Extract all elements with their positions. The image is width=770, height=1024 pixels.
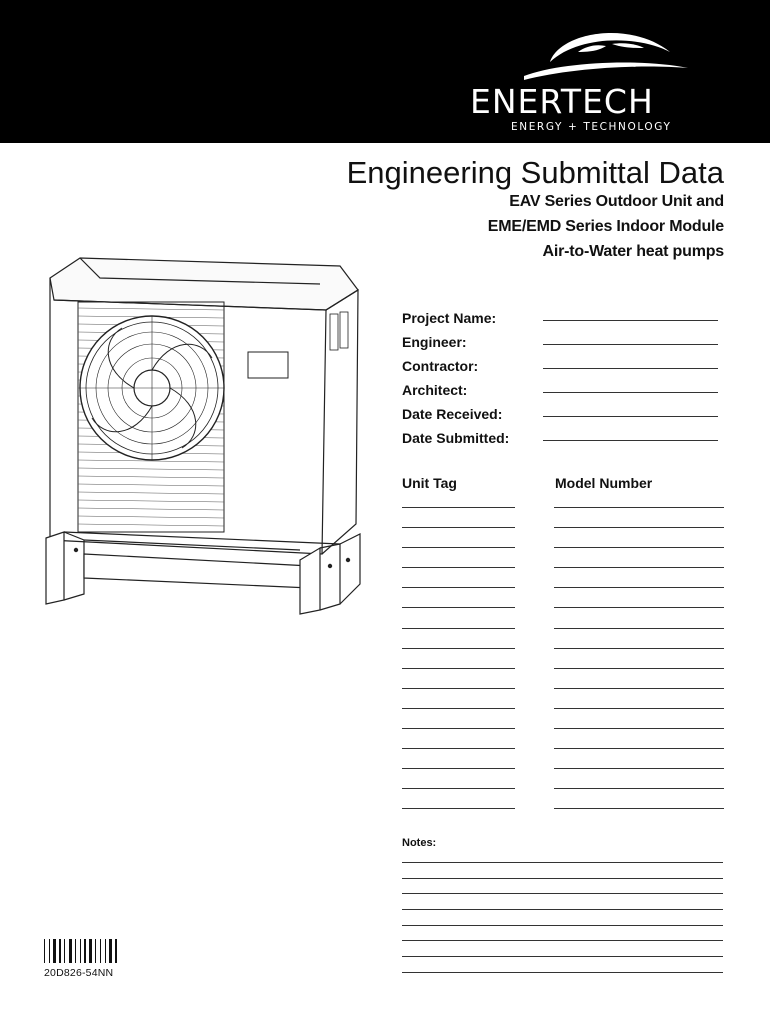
table-row [402, 527, 727, 547]
project-info-fields [402, 307, 722, 451]
model-number-line[interactable] [554, 708, 724, 709]
table-row [402, 628, 727, 648]
model-number-line[interactable] [554, 527, 724, 528]
table-row [402, 507, 727, 527]
table-row [402, 728, 727, 748]
barcode-bar [64, 939, 65, 963]
barcode-bar [115, 939, 117, 963]
unit-tag-line[interactable] [402, 668, 515, 669]
unit-tag-line[interactable] [402, 728, 515, 729]
field-label: Contractor: [402, 358, 479, 374]
subtitle-line: EME/EMD Series Indoor Module [487, 218, 724, 235]
notes-line[interactable] [402, 925, 723, 941]
brand-name: ENERTECH [470, 82, 654, 121]
notes-area [402, 862, 723, 988]
notes-label: Notes: [402, 837, 437, 849]
unit-tag-line[interactable] [402, 688, 515, 689]
model-number-line[interactable] [554, 768, 724, 769]
model-number-line[interactable] [554, 788, 724, 789]
table-row [402, 668, 727, 688]
model-number-line[interactable] [554, 648, 724, 649]
outdoor-heat-pump-unit-icon [40, 248, 370, 616]
barcode-bar [84, 939, 86, 963]
model-number-line[interactable] [554, 547, 724, 548]
notes-line[interactable] [402, 972, 723, 988]
fill-in-line[interactable] [543, 320, 718, 321]
fill-in-line[interactable] [543, 440, 718, 441]
table-row [402, 748, 727, 768]
barcode-bar [44, 939, 45, 963]
fill-in-line[interactable] [543, 392, 718, 393]
unit-tag-line[interactable] [402, 808, 515, 809]
unit-tag-line[interactable] [402, 567, 515, 568]
notes-line[interactable] [402, 940, 723, 956]
notes-line[interactable] [402, 878, 723, 894]
table-row [402, 708, 727, 728]
table-row [402, 567, 727, 587]
page-title: Engineering Submittal Data [346, 155, 724, 190]
notes-line[interactable] [402, 956, 723, 972]
unit-tag-line[interactable] [402, 547, 515, 548]
model-number-line[interactable] [554, 748, 724, 749]
barcode-bar [80, 939, 81, 963]
field-label: Project Name: [402, 310, 497, 326]
barcode-bar [109, 939, 112, 963]
subtitle-line: Air-to-Water heat pumps [542, 243, 724, 260]
fill-in-line[interactable] [543, 368, 718, 369]
barcode-bar [100, 939, 101, 963]
field-label: Date Received: [402, 406, 503, 422]
barcode-bar [105, 939, 106, 963]
globe-swoosh-icon [520, 22, 690, 84]
field-label: Architect: [402, 382, 468, 398]
table-row [402, 808, 727, 828]
table-row [402, 587, 727, 607]
field-project-name [402, 307, 722, 331]
fill-in-line[interactable] [543, 416, 718, 417]
table-row [402, 768, 727, 788]
unit-tag-header: Unit Tag [402, 475, 457, 491]
fill-in-line[interactable] [543, 344, 718, 345]
barcode-bar [53, 939, 56, 963]
unit-tag-line[interactable] [402, 648, 515, 649]
model-number-line[interactable] [554, 607, 724, 608]
model-number-line[interactable] [554, 507, 724, 508]
barcode-bar [75, 939, 76, 963]
barcode-bar [89, 939, 92, 963]
barcode-bar [49, 939, 50, 963]
table-row [402, 547, 727, 567]
table-row [402, 607, 727, 627]
table-row [402, 648, 727, 668]
model-number-line[interactable] [554, 728, 724, 729]
field-date-received [402, 403, 722, 427]
model-number-header: Model Number [555, 475, 653, 491]
unit-tag-line[interactable] [402, 507, 515, 508]
model-number-line[interactable] [554, 628, 724, 629]
document-number: 20D826-54NN [44, 967, 114, 979]
unit-tag-line[interactable] [402, 587, 515, 588]
unit-tag-line[interactable] [402, 527, 515, 528]
unit-tag-line[interactable] [402, 748, 515, 749]
field-date-submitted [402, 427, 722, 451]
field-engineer [402, 331, 722, 355]
model-number-line[interactable] [554, 567, 724, 568]
model-number-line[interactable] [554, 587, 724, 588]
model-number-line[interactable] [554, 688, 724, 689]
model-number-line[interactable] [554, 668, 724, 669]
notes-line[interactable] [402, 862, 723, 878]
unit-tag-line[interactable] [402, 788, 515, 789]
unit-tag-line[interactable] [402, 708, 515, 709]
notes-line[interactable] [402, 893, 723, 909]
barcode-icon [44, 939, 117, 963]
header-banner [0, 0, 770, 143]
barcode-bar [69, 939, 72, 963]
table-row [402, 688, 727, 708]
subtitle-line: EAV Series Outdoor Unit and [509, 193, 724, 210]
field-label: Engineer: [402, 334, 467, 350]
field-contractor [402, 355, 722, 379]
unit-model-table [402, 507, 727, 829]
barcode-bar [59, 939, 61, 963]
field-label: Date Submitted: [402, 430, 510, 446]
notes-line[interactable] [402, 909, 723, 925]
field-architect [402, 379, 722, 403]
brand-tagline: ENERGY + TECHNOLOGY [511, 121, 672, 133]
model-number-line[interactable] [554, 808, 724, 809]
unit-tag-line[interactable] [402, 628, 515, 629]
unit-tag-line[interactable] [402, 607, 515, 608]
table-row [402, 788, 727, 808]
unit-tag-line[interactable] [402, 768, 515, 769]
barcode-bar [95, 939, 96, 963]
